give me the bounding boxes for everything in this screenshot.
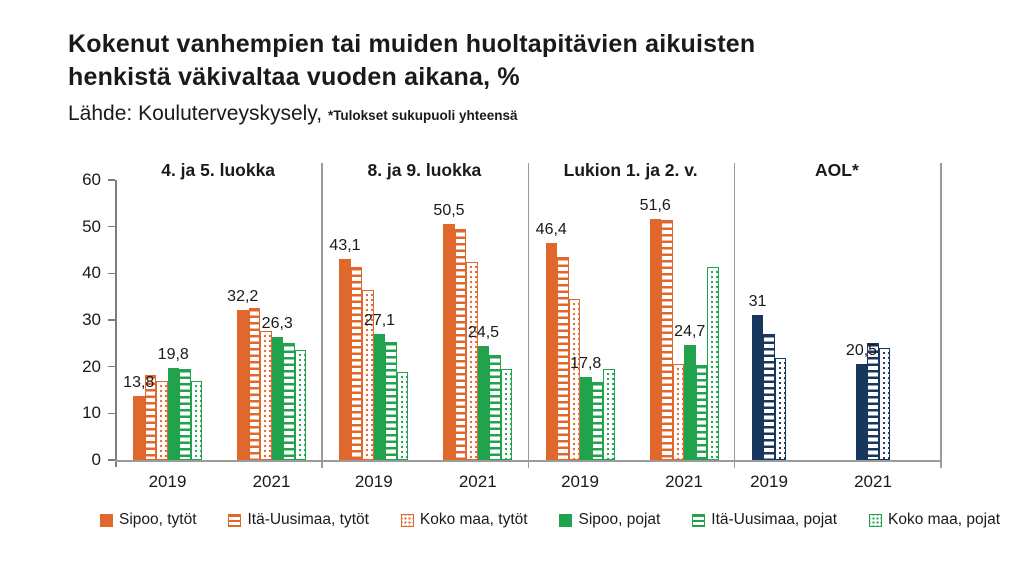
value-label-8-ja-9-luokka-2021-s0: 50,5	[433, 202, 465, 220]
legend-swatch-dots-icon	[869, 514, 882, 527]
y-tick-40	[108, 273, 115, 275]
legend-swatch-hlines-icon	[228, 514, 241, 527]
legend-item-sipoo-tyt-t	[100, 511, 197, 529]
x-label-lukion-1-ja-2-v-2021: 2021	[665, 472, 703, 491]
bar-lukion-1-ja-2-v-2019-sipoo-pojat	[580, 377, 592, 460]
panel-header-aol: AOL*	[815, 160, 859, 180]
legend-label: Koko maa, tytöt	[419, 511, 528, 528]
panel-header-lukion-1-ja-2-v: Lukion 1. ja 2. v.	[563, 160, 698, 180]
legend-label: Sipoo, pojat	[578, 511, 661, 528]
bar-4-ja-5-luokka-2019-koko-maa-tyt-t	[156, 381, 168, 460]
y-tick-10	[108, 413, 115, 415]
bar-8-ja-9-luokka-2019-koko-maa-pojat	[397, 372, 409, 460]
y-tick-label-10: 10	[82, 403, 101, 423]
value-label-4-ja-5-luokka-2019-s0: 13,8	[123, 373, 155, 391]
source-label: Lähde: Kouluterveyskysely,	[68, 102, 323, 125]
x-label-8-ja-9-luokka-2019: 2019	[354, 472, 393, 491]
value-label-lukion-1-ja-2-v-2021-s0: 51,6	[639, 197, 671, 215]
bar-8-ja-9-luokka-2019-sipoo-tyt-t	[339, 259, 351, 460]
panel-divider-3	[734, 163, 736, 468]
bar-8-ja-9-luokka-2021-it-uusimaa-tyt-t	[455, 229, 467, 460]
value-label-4-ja-5-luokka-2021-s3: 26,3	[261, 315, 293, 333]
value-label-lukion-1-ja-2-v-2019-s3: 17,8	[570, 354, 602, 372]
bar-8-ja-9-luokka-2019-it-uusimaa-tyt-t	[351, 267, 363, 460]
bar-lukion-1-ja-2-v-2019-koko-maa-tyt-t	[569, 299, 581, 460]
legend-swatch-solid-icon	[559, 514, 572, 527]
panel-divider-1	[321, 163, 323, 468]
value-label-aol-2021-s0: 20,5	[845, 342, 878, 360]
bar-aol-2019-ita-uusimaa	[763, 334, 775, 460]
bar-8-ja-9-luokka-2021-koko-maa-pojat	[501, 369, 513, 460]
legend-label: Itä-Uusimaa, pojat	[711, 511, 838, 528]
bar-lukion-1-ja-2-v-2019-koko-maa-pojat	[603, 369, 615, 460]
x-label-4-ja-5-luokka-2021: 2021	[252, 472, 291, 491]
bar-lukion-1-ja-2-v-2021-koko-maa-tyt-t	[673, 364, 685, 460]
y-tick-50	[108, 226, 115, 228]
legend-swatch-solid-icon	[100, 514, 113, 527]
bar-8-ja-9-luokka-2021-sipoo-tyt-t	[443, 224, 455, 460]
bar-aol-2019-sipoo	[752, 315, 764, 460]
bar-aol-2019-koko-maa	[775, 358, 787, 460]
legend-item-koko-maa-tyt-t	[401, 511, 528, 529]
chart-legend	[100, 511, 1000, 529]
bar-4-ja-5-luokka-2019-koko-maa-pojat	[191, 381, 203, 460]
x-label-aol-2019: 2019	[750, 472, 788, 491]
x-label-lukion-1-ja-2-v-2019: 2019	[561, 472, 599, 491]
bar-aol-2021-ita-uusimaa	[867, 343, 879, 460]
value-label-4-ja-5-luokka-2021-s0: 32,2	[227, 287, 259, 305]
bar-4-ja-5-luokka-2019-it-uusimaa-pojat	[179, 369, 191, 460]
bar-aol-2021-koko-maa	[879, 348, 891, 460]
x-label-4-ja-5-luokka-2019: 2019	[148, 472, 187, 491]
bar-lukion-1-ja-2-v-2019-it-uusimaa-pojat	[592, 382, 604, 460]
legend-label: Itä-Uusimaa, tytöt	[247, 511, 369, 528]
y-tick-30	[108, 319, 115, 321]
legend-item-sipoo-pojat	[559, 511, 660, 529]
bar-aol-2021-sipoo	[856, 364, 868, 460]
y-tick-label-20: 20	[82, 356, 101, 376]
panel-header-4-ja-5-luokka: 4. ja 5. luokka	[161, 160, 276, 180]
value-label-8-ja-9-luokka-2019-s3: 27,1	[363, 311, 396, 329]
bar-8-ja-9-luokka-2019-sipoo-pojat	[374, 334, 386, 460]
value-label-lukion-1-ja-2-v-2019-s0: 46,4	[535, 221, 567, 239]
legend-label: Koko maa, pojat	[887, 511, 1000, 528]
y-tick-60	[108, 179, 115, 181]
bar-lukion-1-ja-2-v-2021-koko-maa-pojat	[707, 267, 719, 460]
bar-8-ja-9-luokka-2019-it-uusimaa-pojat	[385, 342, 397, 460]
value-label-8-ja-9-luokka-2021-s3: 24,5	[467, 323, 500, 341]
y-tick-label-0: 0	[91, 450, 101, 469]
y-tick-label-30: 30	[82, 310, 101, 329]
bar-8-ja-9-luokka-2021-it-uusimaa-pojat	[489, 355, 501, 460]
legend-swatch-dots-icon	[401, 514, 414, 527]
bar-4-ja-5-luokka-2021-koko-maa-pojat	[295, 350, 307, 460]
legend-swatch-hlines-icon	[692, 514, 705, 527]
bar-lukion-1-ja-2-v-2021-it-uusimaa-pojat	[696, 365, 708, 460]
bar-8-ja-9-luokka-2021-sipoo-pojat	[478, 346, 490, 460]
legend-item-koko-maa-pojat	[869, 511, 1000, 529]
y-tick-label-50: 50	[82, 216, 101, 236]
value-label-aol-2019-s0: 31	[748, 293, 767, 311]
bar-4-ja-5-luokka-2021-sipoo-pojat	[272, 337, 284, 460]
legend-item-it-uusimaa-tyt-t	[228, 511, 368, 529]
chart-title-line1: Kokenut vanhempien tai muiden huoltapitävien aikuisten	[68, 30, 756, 58]
panel-divider-4	[940, 163, 942, 468]
value-label-lukion-1-ja-2-v-2021-s3: 24,7	[674, 322, 706, 340]
bar-8-ja-9-luokka-2021-koko-maa-tyt-t	[466, 262, 478, 460]
y-tick-label-40: 40	[82, 263, 101, 283]
legend-item-it-uusimaa-pojat	[692, 511, 837, 529]
x-label-8-ja-9-luokka-2021: 2021	[458, 472, 497, 491]
y-axis-line	[115, 180, 117, 467]
y-tick-label-60: 60	[82, 170, 101, 189]
value-label-4-ja-5-luokka-2019-s3: 19,8	[157, 345, 189, 363]
value-label-8-ja-9-luokka-2019-s0: 43,1	[329, 236, 361, 254]
bar-4-ja-5-luokka-2019-sipoo-tyt-t	[133, 396, 145, 460]
chart-title-line2: henkistä väkivaltaa vuoden aikana, %	[68, 63, 520, 91]
panel-header-8-ja-9-luokka: 8. ja 9. luokka	[367, 160, 482, 180]
legend-label: Sipoo, tytöt	[119, 511, 197, 528]
x-label-aol-2021: 2021	[854, 472, 892, 491]
panel-divider-2	[528, 163, 530, 468]
bar-4-ja-5-luokka-2021-koko-maa-tyt-t	[260, 331, 272, 460]
bar-lukion-1-ja-2-v-2021-sipoo-pojat	[684, 345, 696, 460]
y-tick-0	[108, 459, 115, 461]
bar-lukion-1-ja-2-v-2019-sipoo-tyt-t	[546, 243, 558, 460]
source-footnote: *Tulokset sukupuoli yhteensä	[327, 108, 518, 123]
bar-4-ja-5-luokka-2021-it-uusimaa-pojat	[283, 343, 295, 460]
y-tick-20	[108, 366, 115, 368]
